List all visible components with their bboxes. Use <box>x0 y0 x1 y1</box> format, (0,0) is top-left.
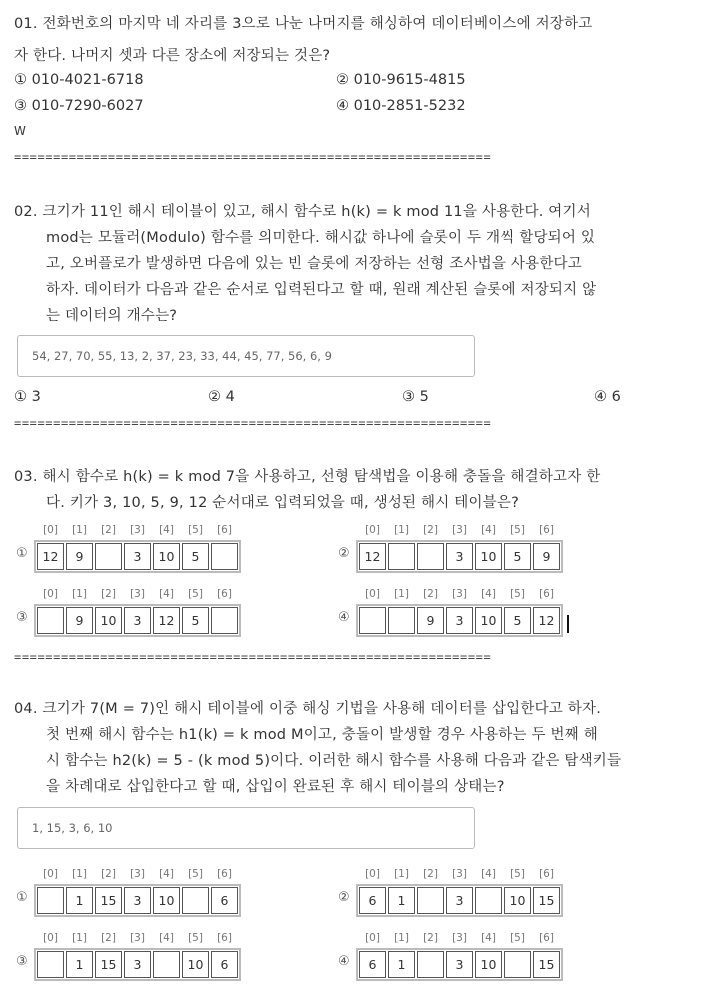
slot-index: [1] <box>72 588 87 600</box>
q2-line-1: 02. 크기가 11인 해시 테이블이 있고, 해시 함수로 h(k) = k mod 11을 사용한다. 여기서 <box>14 204 591 220</box>
q2-option-4: ④ 6 <box>594 389 621 405</box>
q2-line-5: 는 데이터의 개수는? <box>46 308 178 324</box>
slot-index: [0] <box>43 868 58 880</box>
slot-index: [2] <box>423 932 438 944</box>
slot-index: [0] <box>365 588 380 600</box>
hash-slot: 15 <box>533 951 560 978</box>
hash-slot <box>37 887 64 914</box>
hash-slot: 3 <box>446 607 473 634</box>
hash-slot <box>417 951 444 978</box>
option-mark: ③ <box>16 610 28 625</box>
q3-table-3 <box>16 586 244 640</box>
index-row <box>36 932 239 944</box>
hash-slot: 15 <box>95 951 122 978</box>
hash-slot: 9 <box>66 607 93 634</box>
text-cursor <box>567 615 569 633</box>
hash-slot: 5 <box>182 607 209 634</box>
hash-slot: 6 <box>211 951 238 978</box>
hash-slot: 10 <box>475 951 502 978</box>
slot-index: [3] <box>452 524 467 536</box>
hash-slot <box>417 543 444 570</box>
slot-index: [3] <box>130 588 145 600</box>
slot-index: [5] <box>188 868 203 880</box>
hash-slot: 10 <box>153 543 180 570</box>
hash-slot: 15 <box>95 887 122 914</box>
slot-index: [6] <box>217 932 232 944</box>
slot-index: [1] <box>394 932 409 944</box>
slot-index: [5] <box>188 524 203 536</box>
hash-slot: 12 <box>37 543 64 570</box>
hash-slot: 9 <box>66 543 93 570</box>
q4-table-1 <box>16 866 244 920</box>
slot-index: [5] <box>188 932 203 944</box>
option-mark: ② <box>338 546 350 561</box>
hash-slot: 10 <box>475 543 502 570</box>
slot-row <box>356 540 563 573</box>
q4-data-box: 1, 15, 3, 6, 10 <box>17 807 475 849</box>
slot-row <box>34 948 241 981</box>
q2-line-2: mod는 모듈러(Modulo) 함수를 의미한다. 해시값 하나에 슬롯이 두 개씩 할당되어 있 <box>46 230 596 246</box>
hash-slot: 3 <box>124 951 151 978</box>
option-mark: ④ <box>338 954 350 969</box>
slot-index: [3] <box>452 588 467 600</box>
slot-index: [6] <box>539 588 554 600</box>
slot-index: [3] <box>130 524 145 536</box>
q2-line-4: 하자. 데이터가 다음과 같은 순서로 입력된다고 할 때, 원래 계산된 슬롯에 저장되지 않 <box>46 282 597 298</box>
hash-slot <box>211 607 238 634</box>
q2-line-3: 고, 오버플로가 발생하면 다음에 있는 빈 슬롯에 저장하는 선형 조사법을 사용한다고 <box>46 256 582 272</box>
hash-slot: 5 <box>504 607 531 634</box>
slot-index: [4] <box>481 524 496 536</box>
hash-slot: 6 <box>359 951 386 978</box>
hash-slot: 6 <box>359 887 386 914</box>
q4-line-2: 첫 번째 해시 함수는 h1(k) = k mod M이고, 충돌이 발생할 경우 사용하는 두 번째 해 <box>46 727 598 743</box>
slot-index: [6] <box>217 524 232 536</box>
index-row <box>36 524 239 536</box>
hash-slot: 5 <box>504 543 531 570</box>
index-row <box>358 868 561 880</box>
separator: ============================================================= <box>14 650 492 664</box>
hash-slot <box>153 951 180 978</box>
hash-slot: 10 <box>504 887 531 914</box>
slot-row <box>356 948 563 981</box>
separator: ============================================================= <box>14 150 492 164</box>
hash-slot: 3 <box>446 951 473 978</box>
hash-slot: 10 <box>182 951 209 978</box>
q3-table-4 <box>338 586 566 640</box>
hash-slot: 9 <box>417 607 444 634</box>
hash-slot: 12 <box>533 607 560 634</box>
stray-character: W <box>14 124 26 138</box>
slot-row <box>34 604 241 637</box>
hash-slot: 10 <box>95 607 122 634</box>
q3-line-1: 03. 해시 함수로 h(k) = k mod 7을 사용하고, 선형 탐색법을 이용해 충돌을 해결하고자 한 <box>14 469 601 485</box>
slot-index: [5] <box>510 588 525 600</box>
hash-slot: 10 <box>475 607 502 634</box>
hash-slot <box>182 887 209 914</box>
hash-slot <box>37 607 64 634</box>
q1-line-2: 자 한다. 나머지 셋과 다른 장소에 저장되는 것은? <box>14 48 331 64</box>
hash-slot <box>504 951 531 978</box>
hash-slot <box>388 543 415 570</box>
hash-slot <box>417 887 444 914</box>
hash-slot <box>359 607 386 634</box>
q2-option-2: ② 4 <box>208 389 235 405</box>
slot-index: [0] <box>365 524 380 536</box>
option-mark: ③ <box>16 954 28 969</box>
slot-index: [2] <box>423 524 438 536</box>
hash-slot: 12 <box>153 607 180 634</box>
slot-index: [2] <box>423 868 438 880</box>
slot-index: [0] <box>43 932 58 944</box>
slot-index: [1] <box>72 932 87 944</box>
q4-table-3 <box>16 930 244 984</box>
slot-row <box>34 540 241 573</box>
hash-slot: 12 <box>359 543 386 570</box>
slot-index: [2] <box>101 524 116 536</box>
slot-index: [3] <box>452 868 467 880</box>
hash-slot <box>37 951 64 978</box>
index-row <box>358 588 561 600</box>
slot-index: [6] <box>539 524 554 536</box>
hash-slot: 3 <box>124 543 151 570</box>
slot-index: [2] <box>101 932 116 944</box>
hash-slot: 3 <box>446 887 473 914</box>
index-row <box>358 524 561 536</box>
hash-slot: 3 <box>124 887 151 914</box>
slot-index: [6] <box>217 868 232 880</box>
slot-index: [2] <box>101 588 116 600</box>
q1-option-2: ② 010-9615-4815 <box>336 72 466 88</box>
hash-slot: 1 <box>66 887 93 914</box>
slot-index: [4] <box>481 932 496 944</box>
q4-line-1: 04. 크기가 7(M = 7)인 해시 테이블에 이중 해싱 기법을 사용해 데이터를 삽입한다고 하자. <box>14 701 602 717</box>
slot-index: [3] <box>130 868 145 880</box>
option-mark: ④ <box>338 610 350 625</box>
q1-option-1: ① 010-4021-6718 <box>14 72 144 88</box>
hash-slot: 3 <box>446 543 473 570</box>
slot-index: [4] <box>159 868 174 880</box>
q4-table-4 <box>338 930 566 984</box>
q4-line-3: 시 함수는 h2(k) = 5 - (k mod 5)이다. 이러한 해시 함수를 사용해 다음과 같은 탐색키들 <box>46 753 622 769</box>
q4-table-2 <box>338 866 566 920</box>
slot-index: [5] <box>510 524 525 536</box>
slot-row <box>356 604 563 637</box>
option-mark: ② <box>338 890 350 905</box>
hash-slot <box>475 887 502 914</box>
hash-slot: 10 <box>153 887 180 914</box>
q1-line-1: 01. 전화번호의 마지막 네 자리를 3으로 나눈 나머지를 해싱하여 데이터베이스에 저장하고 <box>14 16 593 32</box>
q1-option-4: ④ 010-2851-5232 <box>336 98 466 114</box>
slot-index: [3] <box>130 932 145 944</box>
index-row <box>36 868 239 880</box>
hash-slot: 1 <box>388 887 415 914</box>
index-row <box>36 588 239 600</box>
slot-index: [6] <box>217 588 232 600</box>
q2-data-box: 54, 27, 70, 55, 13, 2, 37, 23, 33, 44, 45, 77, 56, 6, 9 <box>17 335 475 377</box>
hash-slot: 15 <box>533 887 560 914</box>
hash-slot: 1 <box>66 951 93 978</box>
q3-table-1 <box>16 522 244 576</box>
slot-index: [2] <box>423 588 438 600</box>
q3-line-2: 다. 키가 3, 10, 5, 9, 12 순서대로 입력되었을 때, 생성된 해시 테이블은? <box>46 495 519 511</box>
hash-slot <box>95 543 122 570</box>
q4-line-4: 을 차례대로 삽입한다고 할 때, 삽입이 완료된 후 해시 테이블의 상태는? <box>46 779 505 795</box>
slot-index: [1] <box>394 868 409 880</box>
slot-index: [5] <box>510 932 525 944</box>
slot-index: [4] <box>159 588 174 600</box>
slot-index: [6] <box>539 932 554 944</box>
hash-slot <box>211 543 238 570</box>
slot-index: [6] <box>539 868 554 880</box>
slot-index: [4] <box>159 524 174 536</box>
q2-option-1: ① 3 <box>14 389 41 405</box>
slot-row <box>34 884 241 917</box>
slot-index: [1] <box>394 588 409 600</box>
slot-index: [5] <box>510 868 525 880</box>
q3-table-2 <box>338 522 566 576</box>
slot-index: [4] <box>159 932 174 944</box>
slot-row <box>356 884 563 917</box>
slot-index: [0] <box>43 524 58 536</box>
hash-slot: 6 <box>211 887 238 914</box>
slot-index: [0] <box>365 868 380 880</box>
option-mark: ① <box>16 546 28 561</box>
q1-option-3: ③ 010-7290-6027 <box>14 98 144 114</box>
q2-option-3: ③ 5 <box>402 389 429 405</box>
separator: ============================================================= <box>14 416 492 430</box>
hash-slot <box>388 607 415 634</box>
slot-index: [5] <box>188 588 203 600</box>
option-mark: ① <box>16 890 28 905</box>
slot-index: [0] <box>43 588 58 600</box>
slot-index: [3] <box>452 932 467 944</box>
slot-index: [1] <box>72 524 87 536</box>
slot-index: [0] <box>365 932 380 944</box>
index-row <box>358 932 561 944</box>
hash-slot: 3 <box>124 607 151 634</box>
slot-index: [1] <box>72 868 87 880</box>
slot-index: [1] <box>394 524 409 536</box>
hash-slot: 5 <box>182 543 209 570</box>
slot-index: [4] <box>481 868 496 880</box>
hash-slot: 9 <box>533 543 560 570</box>
hash-slot: 1 <box>388 951 415 978</box>
slot-index: [2] <box>101 868 116 880</box>
slot-index: [4] <box>481 588 496 600</box>
